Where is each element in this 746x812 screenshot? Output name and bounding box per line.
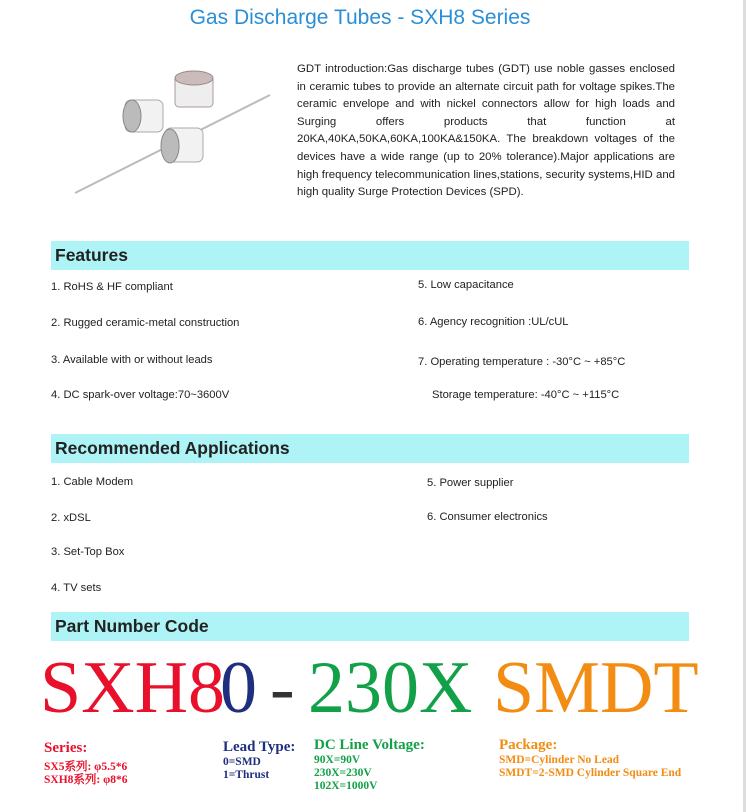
legend-voltage bbox=[314, 737, 425, 793]
feature-item: Storage temperature: -40°C ~ +115°C bbox=[432, 389, 620, 401]
legend-series bbox=[44, 740, 128, 787]
feature-item: 3. Available with or without leads bbox=[51, 354, 213, 366]
feature-item: 5. Low capacitance bbox=[418, 279, 514, 291]
legend-lead-line: 0=SMD bbox=[223, 756, 261, 768]
legend-voltage-title: DC Line Voltage: bbox=[314, 737, 425, 753]
feature-item: 1. RoHS & HF compliant bbox=[51, 281, 173, 293]
legend-lead bbox=[223, 739, 295, 782]
part-voltage: 230X bbox=[308, 647, 473, 729]
applications-heading: Recommended Applications bbox=[51, 434, 689, 463]
part-lead: 0 bbox=[220, 647, 257, 729]
legend-package bbox=[499, 737, 681, 780]
features-heading: Features bbox=[51, 241, 689, 270]
part-number-heading: Part Number Code bbox=[51, 612, 689, 641]
feature-item: 2. Rugged ceramic-metal construction bbox=[51, 317, 240, 329]
application-item: 1. Cable Modem bbox=[51, 476, 134, 488]
part-package: SMDT bbox=[493, 647, 699, 729]
application-item: 3. Set-Top Box bbox=[51, 546, 125, 558]
gdt-introduction: GDT introduction:Gas discharge tubes (GDT) use noble gasses enclosed in ceramic tubes to provide an alternate circuit path for voltage spikes.The ceramic envelope and with nickel connectors allow for high loads and Surging offers products that function at 20KA,40KA,50KA,60KA,100KA&150KA. The breakdown voltages of the devices have a wide range (up to 20% tolerance).Major applications are high frequency telecommunication lines,stations, security systems,HID and high quality Surge Protection Devices (SPD). bbox=[297, 63, 675, 199]
feature-item: 6. Agency recognition :UL/cUL bbox=[418, 316, 569, 328]
legend-lead-title: Lead Type: bbox=[223, 739, 296, 755]
legend-lead-line: 1=Thrust bbox=[223, 769, 270, 781]
application-item: 6. Consumer electronics bbox=[427, 511, 548, 523]
legend-series-line: SX5系列: φ5.5*6 bbox=[44, 761, 128, 773]
application-item: 2. xDSL bbox=[51, 512, 91, 524]
legend-voltage-line: 230X=230V bbox=[314, 767, 372, 779]
application-item: 5. Power supplier bbox=[427, 477, 514, 489]
legend-voltage-line: 102X=1000V bbox=[314, 780, 378, 792]
legend-series-line: SXH8系列: φ8*6 bbox=[44, 774, 128, 786]
part-dash: - bbox=[270, 647, 295, 729]
legend-series-title: Series: bbox=[44, 740, 88, 756]
legend-package-line: SMDT=2-SMD Cylinder Square End bbox=[499, 767, 682, 779]
gdt-product-image bbox=[70, 50, 280, 200]
feature-item: 7. Operating temperature : -30°C ~ +85°C bbox=[418, 356, 626, 368]
feature-item: 4. DC spark-over voltage:70~3600V bbox=[51, 389, 230, 401]
legend-package-title: Package: bbox=[499, 737, 558, 753]
legend-voltage-line: 90X=90V bbox=[314, 754, 361, 766]
page-title: Gas Discharge Tubes - SXH8 Series bbox=[189, 6, 531, 29]
part-series: SXH8 bbox=[40, 647, 226, 729]
application-item: 4. TV sets bbox=[51, 582, 102, 594]
legend-package-line: SMD=Cylinder No Lead bbox=[499, 754, 620, 766]
